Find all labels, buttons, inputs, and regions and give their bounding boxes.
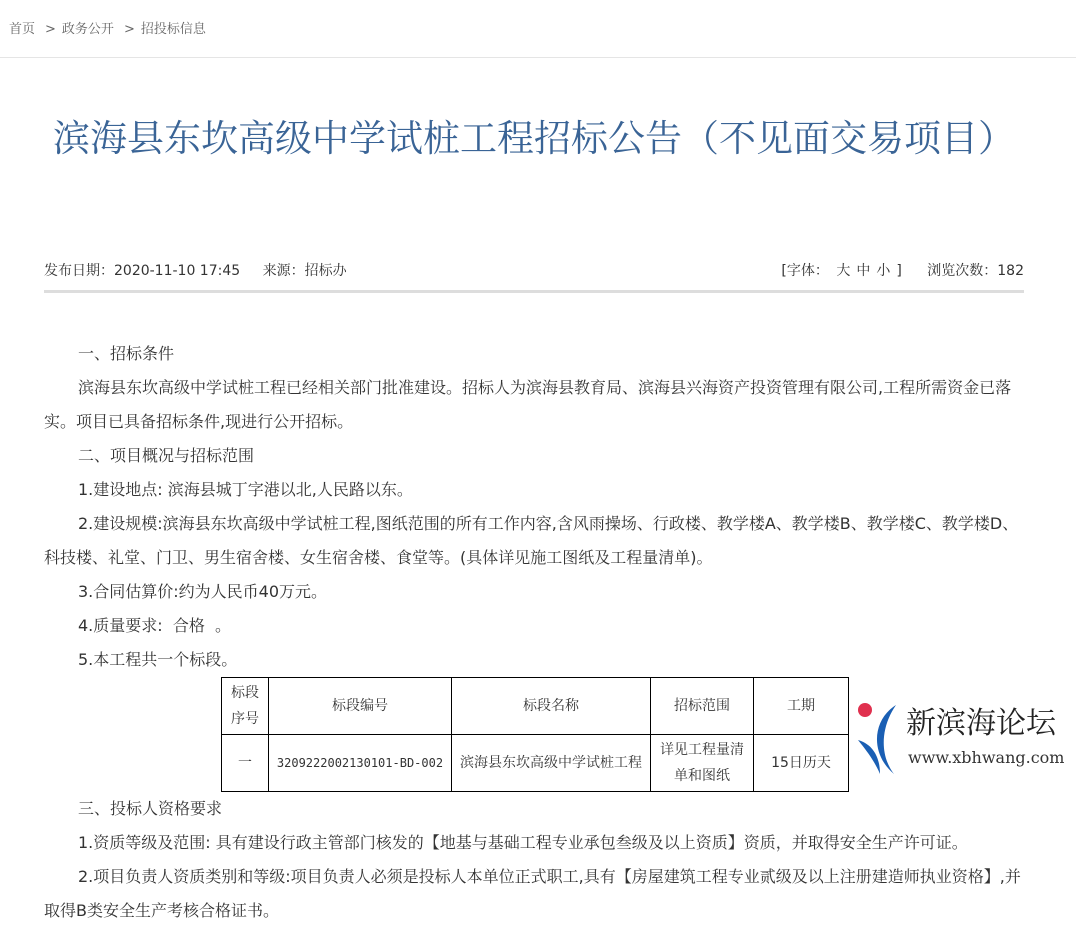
- table-header: 标段名称: [452, 678, 651, 735]
- page-title: 滨海县东坎高级中学试桩工程招标公告（不见面交易项目）: [53, 117, 1015, 160]
- paragraph: 2.建设规模:滨海县东坎高级中学试桩工程,图纸范围的所有工作内容,含风雨操场、行政楼、教学楼A、教学楼B、教学楼C、教学楼D、科技楼、礼堂、门卫、男生宿舍楼、女生宿舍楼、食堂等。(具体详见施工图纸及工程量清单)。: [44, 514, 1019, 567]
- logo-text: 新滨海论坛: [906, 706, 1056, 741]
- font-medium-button[interactable]: 中: [856, 263, 871, 279]
- meta-right: [781, 260, 1024, 280]
- section-heading: 二、项目概况与招标范围: [78, 446, 255, 465]
- paragraph: 1.建设地点: 滨海县城丁字港以北,人民路以东。: [78, 480, 413, 499]
- paragraph: 2.项目负责人资质类别和等级:项目负责人必须是投标人本单位正式职工,具有【房屋建筑工程专业贰级及以上注册建造师执业资格】,并取得B类安全生产考核合格证书。: [44, 867, 1021, 920]
- date-label: 发布日期：: [44, 263, 114, 279]
- table-header: 标段编号: [269, 678, 452, 735]
- section-heading: 三、投标人资格要求: [78, 799, 223, 818]
- paragraph: 滨海县东坎高级中学试桩工程已经相关部门批准建设。招标人为滨海县教育局、滨海县兴海资产投资管理有限公司,工程所需资金已落实。项目已具备招标条件,现进行公开招标。: [44, 378, 1012, 431]
- view-count: 182: [997, 263, 1024, 279]
- source-label: 来源：: [262, 263, 305, 279]
- table-cell: 15日历天: [754, 735, 849, 792]
- table-header-row: [222, 678, 849, 735]
- font-small-button[interactable]: 小: [876, 263, 891, 279]
- article-meta: [44, 260, 1024, 280]
- logo-url: www.xbhwang.com: [908, 748, 1065, 767]
- table-header: 标段序号: [222, 678, 269, 735]
- breadcrumb-bidding[interactable]: 招投标信息: [140, 22, 206, 37]
- table-cell: 一: [222, 735, 269, 792]
- watermark-logo: [856, 700, 1072, 786]
- table-header: 工期: [754, 678, 849, 735]
- paragraph: 3.合同估算价:约为人民币40万元。: [78, 582, 328, 601]
- publish-date: 2020-11-10 17:45: [114, 263, 241, 279]
- font-size-label: [字体：: [781, 263, 829, 279]
- divider: [0, 57, 1076, 58]
- paragraph: 1.资质等级及范围: 具有建设行政主管部门核发的【地基与基础工程专业承包叁级及以上资质】资质，并取得安全生产许可证。: [78, 833, 968, 852]
- section-table: [221, 677, 849, 792]
- table-cell: 详见工程量清单和图纸: [651, 735, 754, 792]
- table-header: 招标范围: [651, 678, 754, 735]
- table-cell: 3209222002130101-BD-002: [269, 735, 452, 792]
- logo-mark-icon: [856, 702, 904, 782]
- divider: [44, 290, 1024, 293]
- breadcrumb-gov[interactable]: 政务公开: [61, 22, 114, 37]
- breadcrumb-home[interactable]: 首页: [9, 22, 36, 37]
- breadcrumb-separator: >: [45, 22, 56, 37]
- breadcrumb-separator: >: [123, 22, 135, 37]
- paragraph: 5.本工程共一个标段。: [78, 650, 238, 669]
- paragraph: 4.质量要求: 合格 。: [78, 616, 232, 635]
- table-cell: 滨海县东坎高级中学试桩工程: [452, 735, 651, 792]
- bracket: ]: [896, 263, 902, 279]
- font-large-button[interactable]: 大: [836, 263, 851, 279]
- source: 招标办: [304, 263, 347, 279]
- table-row: [222, 735, 849, 792]
- views-label: 浏览次数：: [927, 263, 998, 279]
- breadcrumb: [9, 18, 210, 37]
- font-size-controls: [781, 263, 909, 279]
- article-body: [44, 337, 1024, 928]
- section-heading: 一、招标条件: [78, 344, 175, 363]
